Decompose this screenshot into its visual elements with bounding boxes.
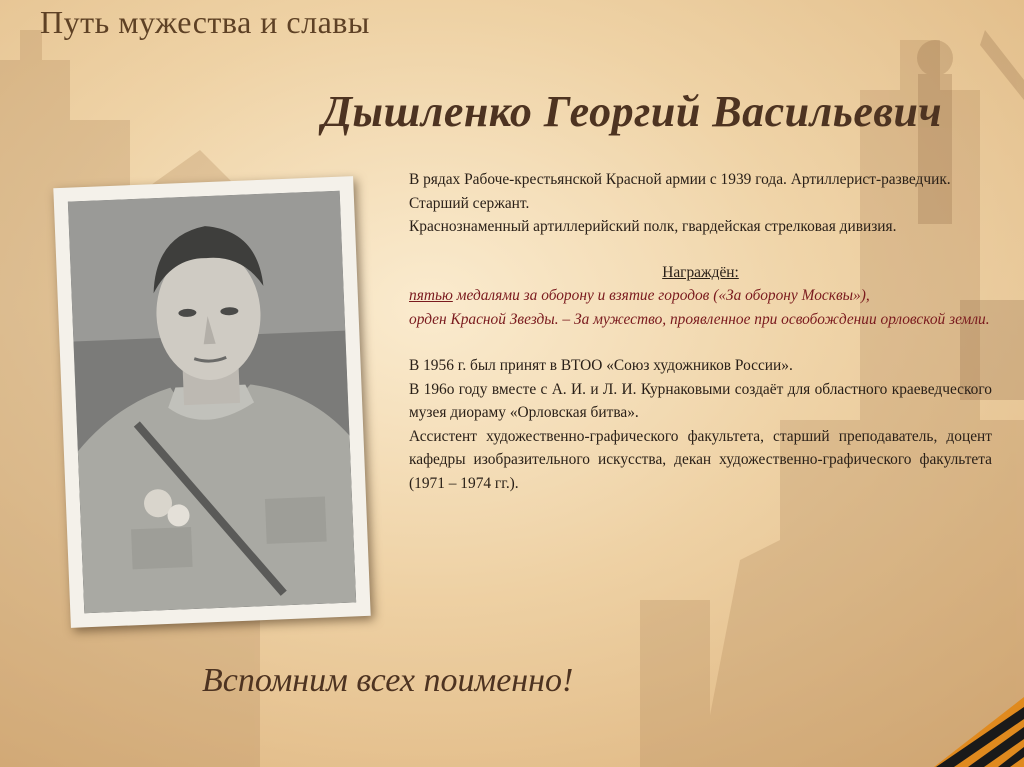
footer-motto: Вспомним всех поименно! [202,662,574,699]
portrait-photo [68,191,356,614]
career-line-3: Ассистент художественно-графического факультета, старший преподаватель, доцент кафедры изобразительного искусства, декан художественно-графического факультета (1971 – 1974 гг.). [409,427,992,492]
portrait-photo-frame [53,176,370,628]
soldier-portrait-icon [68,191,356,614]
awards-heading: Награждён: [662,263,739,281]
st-george-ribbon-icon [824,697,1024,767]
award-medals-count: пятью [409,287,453,304]
bio-unit: Краснознаменный артиллерийский полк, гвардейская стрелковая дивизия. [409,218,897,235]
bio-rank: Старший сержант. [409,194,530,212]
slide-header-title: Путь мужества и славы [40,4,370,40]
bio-service: В рядах Рабоче-крестьянской Красной армии с 1939 года. Артиллерист-разведчик. [409,171,951,188]
biography-text [409,168,992,495]
career-line-1: В 1956 г. был принят в ВТОО «Союз художников России». [409,357,793,374]
award-order: орден Красной Звезды. – За мужество, проявленное при освобождении орловской земли. [409,310,990,328]
award-medals [409,284,992,308]
career-line-2: В 196о году вместе с А. И. и Л. И. Курнаковыми создаёт для областного краеведческого музея диораму «Орловская битва». [409,380,992,421]
hero-name-title: Дышленко Георгий Васильевич [322,87,943,136]
award-medals-rest: медалями за оборону и взятие городов («За оборону Москвы»), [452,287,870,304]
spacer [409,331,992,354]
